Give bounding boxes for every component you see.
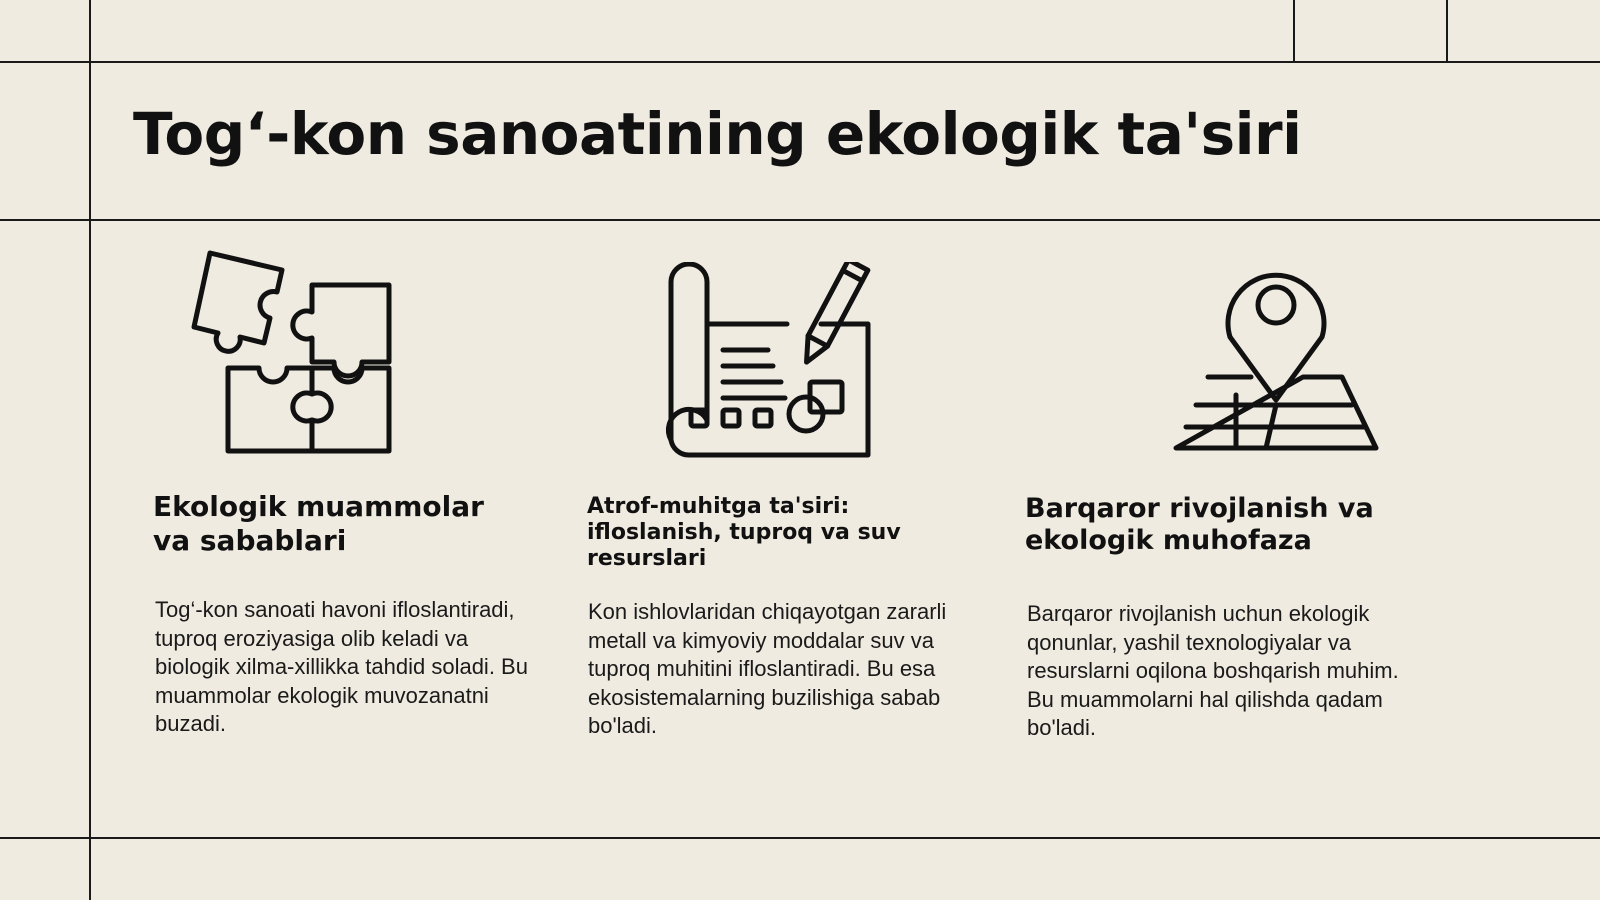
grid-line-top-right-1: [1293, 0, 1295, 62]
column-text-sustainable-development: Barqaror rivojlanish uchun ekologik qonunlar, yashil texnologiyalar va resurslarni oqilona boshqarish muhim. Bu muammolarni hal qilishda qadam bo'ladi.: [1027, 601, 1399, 740]
blueprint-pencil-icon: [663, 262, 875, 462]
puzzle-icon: [190, 248, 410, 458]
page-title: Tog‘-kon sanoatining ekologik ta'siri: [133, 100, 1302, 168]
column-heading-environmental-impact: Atrof-muhitga ta'siri: ifloslanish, tuproq va suv resurslari: [587, 494, 901, 571]
grid-line-bottom: [0, 837, 1600, 839]
map-pin-icon: [1172, 255, 1382, 455]
grid-line-left: [89, 0, 91, 900]
grid-line-middle: [0, 219, 1600, 221]
column-text-ecological-problems: Tog‘-kon sanoati havoni ifloslantiradi, tuproq eroziyasiga olib keladi va biologik xilma-xillikka tahdid soladi. Bu muammolar ekologik muvozanatni buzadi.: [155, 597, 528, 736]
grid-line-top-right-2: [1446, 0, 1448, 62]
grid-line-top: [0, 61, 1600, 63]
column-heading-sustainable-development: Barqaror rivojlanish va ekologik muhofaza: [1025, 493, 1374, 557]
column-text-environmental-impact: Kon ishlovlaridan chiqayotgan zararli metall va kimyoviy moddalar suv va tuproq muhitini ifloslantiradi. Bu esa ekosistemalarning buzilishiga sabab bo'ladi.: [588, 599, 947, 738]
column-heading-ecological-problems: Ekologik muammolar va sabablari: [153, 490, 484, 557]
